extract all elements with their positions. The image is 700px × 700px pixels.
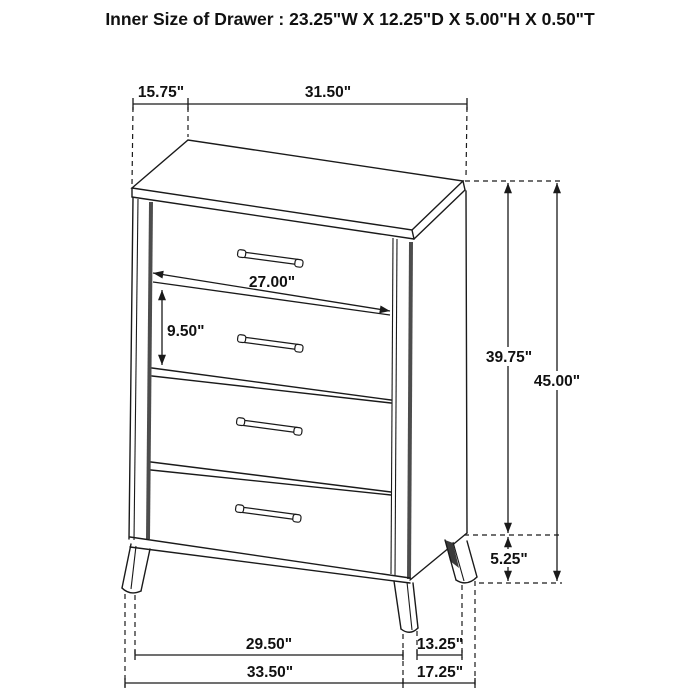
handle-left-cap [237,249,246,257]
handle-right-cap [292,514,301,522]
dim-label-overall-width: 33.50" [246,664,294,681]
dim-label-top-width: 31.50" [304,84,352,101]
dim-label-front-leg-span: 29.50" [245,636,293,653]
dim-label-drawer-width: 27.00" [248,274,296,291]
dim-label-case-height: 39.75" [485,349,533,366]
dim-label-side-leg-span: 13.25" [416,636,464,653]
side-panel-back-edge [466,191,467,533]
handle-right-cap [294,259,303,267]
dim-label-overall-depth: 17.25" [416,664,464,681]
handle-left-cap [236,417,245,425]
handle-right-cap [293,427,302,435]
handle-left-cap [237,334,246,342]
right-stile-shadow [409,242,411,579]
dim-label-top-depth: 15.75" [137,84,185,101]
handle-left-cap [235,504,244,512]
dim-label-overall-height: 45.00" [533,373,581,390]
dim-label-leg-height: 5.25" [490,551,528,568]
dim-label-drawer-height: 9.50" [167,323,205,340]
diagram-title: Inner Size of Drawer : 23.25"W X 12.25"D X 5.00"H X 0.50"T [105,9,595,29]
handle-right-cap [294,344,303,352]
